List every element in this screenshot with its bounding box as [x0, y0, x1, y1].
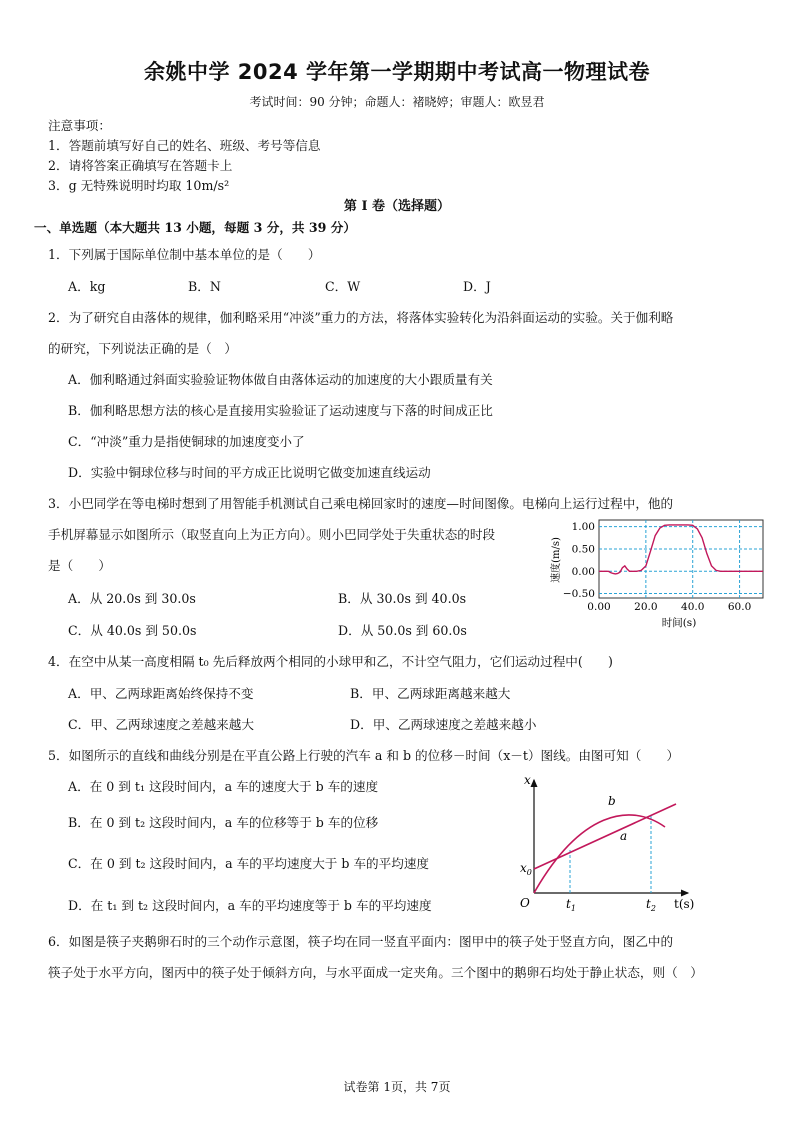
option: A．甲、乙两球距离始终保持不变 — [68, 686, 254, 701]
option: A．kg — [68, 279, 106, 294]
t-axis-label: t(s) — [674, 897, 695, 911]
question-stem: 手机屏幕显示如图所示（取竖直向上为正方向）。则小巴同学处于失重状态的时段 — [48, 527, 496, 542]
question-stem: 4．在空中从某一高度相隔 t₀ 先后释放两个相同的小球甲和乙，不计空气阻力，它们运动过程中( ) — [48, 654, 613, 669]
chart-y-tick-label: 1.00 — [571, 521, 595, 534]
t2-label: $t_2$ — [646, 897, 656, 913]
x-axis-label: x — [524, 773, 531, 787]
option: D．从 50.0s 到 60.0s — [338, 623, 467, 638]
question-stem: 3．小巴同学在等电梯时想到了用智能手机测试自己乘电梯回家时的速度—时间图像。电梯向上运行过程中，他的 — [48, 496, 674, 511]
chart-plot-frame — [599, 520, 763, 598]
chart-y-label: 速度(m/s) — [551, 537, 562, 583]
chart-y-tick-label: −0.50 — [562, 588, 595, 601]
question-stem: 1．下列属于国际单位制中基本单位的是（ ） — [48, 247, 321, 262]
chart-x-label: 时间(s) — [661, 617, 697, 629]
option: C．“冲淡”重力是指使铜球的加速度变小了 — [68, 434, 305, 449]
part-heading: 一、单选题（本大题共 13 小题，每题 3 分，共 39 分） — [34, 220, 356, 235]
option: C．W — [325, 279, 361, 294]
line-a — [534, 804, 676, 869]
note-item: 2．请将答案正确填写在答题卡上 — [48, 158, 233, 173]
option: B．从 30.0s 到 40.0s — [338, 591, 467, 606]
question-stem: 2．为了研究自由落体的规律，伽利略采用“冲淡”重力的方法，将落体实验转化为沿斜面运动的实验。关于伽利略 — [48, 310, 674, 325]
line-a-label: a — [620, 829, 628, 843]
question-stem: 是（ ） — [48, 558, 111, 573]
question-stem: 的研究，下列说法正确的是（ ） — [48, 341, 237, 356]
option: C．甲、乙两球速度之差越来越大 — [68, 717, 254, 732]
chart-y-tick-label: 0.50 — [571, 543, 595, 556]
option: B．N — [188, 279, 221, 294]
option: B．甲、乙两球距离越来越大 — [350, 686, 511, 701]
option: D．甲、乙两球速度之差越来越小 — [350, 717, 537, 732]
option: D．实验中铜球位移与时间的平方成正比说明它做变加速直线运动 — [68, 465, 431, 480]
option: D．在 t₁ 到 t₂ 这段时间内，a 车的平均速度等于 b 车的平均速度 — [68, 898, 432, 913]
option: A．从 20.0s 到 30.0s — [68, 591, 196, 606]
option: D．J — [463, 279, 491, 294]
note-item: 1．答题前填写好自己的姓名、班级、考号等信息 — [48, 138, 321, 153]
question-stem: 筷子处于水平方向，图丙中的筷子处于倾斜方向，与水平面成一定夹角。三个图中的鹅卵石均处于静止状态，则（ ） — [48, 965, 703, 980]
question-stem: 6．如图是筷子夹鹅卵石时的三个动作示意图，筷子均在同一竖直平面内：图甲中的筷子处于竖直方向，图乙中的 — [48, 934, 674, 949]
x0-label: $x_0$ — [520, 861, 532, 877]
chart-x-tick-label: 60.0 — [727, 601, 752, 613]
notes-heading: 注意事项： — [48, 118, 111, 133]
exam-subtitle: 考试时间：90 分钟；命题人：褚晓婷；审题人：欧昱君 — [249, 95, 545, 109]
question-stem: 5．如图所示的直线和曲线分别是在平直公路上行驶的汽车 a 和 b 的位移－时间（x－t）图线。由图可知（ ） — [48, 748, 680, 763]
option: A．在 0 到 t₁ 这段时间内，a 车的速度大于 b 车的速度 — [68, 779, 379, 794]
option: B．伽利略思想方法的核心是直接用实验验证了运动速度与下落的时间成正比 — [68, 403, 493, 418]
page-footer: 试卷第 1页，共 7页 — [343, 1080, 451, 1094]
chart-y-tick-label: 0.00 — [571, 565, 595, 578]
option: C．在 0 到 t₂ 这段时间内，a 车的平均速度大于 b 车的平均速度 — [68, 856, 430, 871]
curve-b — [534, 815, 665, 893]
t1-label: $t_1$ — [566, 897, 576, 913]
curve-b-label: b — [608, 794, 616, 808]
position-time-graph — [510, 772, 710, 920]
chart-x-tick-label: 0.00 — [587, 601, 611, 613]
option: B．在 0 到 t₂ 这段时间内，a 车的位移等于 b 车的位移 — [68, 815, 379, 830]
option: C．从 40.0s 到 50.0s — [68, 623, 197, 638]
option: A．伽利略通过斜面实验验证物体做自由落体运动的加速度的大小跟质量有关 — [68, 372, 493, 387]
velocity-time-chart — [548, 510, 773, 630]
exam-title: 余姚中学 2024 学年第一学期期中考试高一物理试卷 — [143, 60, 651, 84]
note-item: 3．g 无特殊说明时均取 10m/s² — [48, 178, 230, 193]
section-title: 第 I 卷（选择题） — [343, 199, 451, 214]
chart-x-tick-label: 40.0 — [681, 601, 705, 613]
origin-label: O — [520, 896, 530, 910]
chart-x-tick-label: 20.0 — [634, 601, 658, 613]
